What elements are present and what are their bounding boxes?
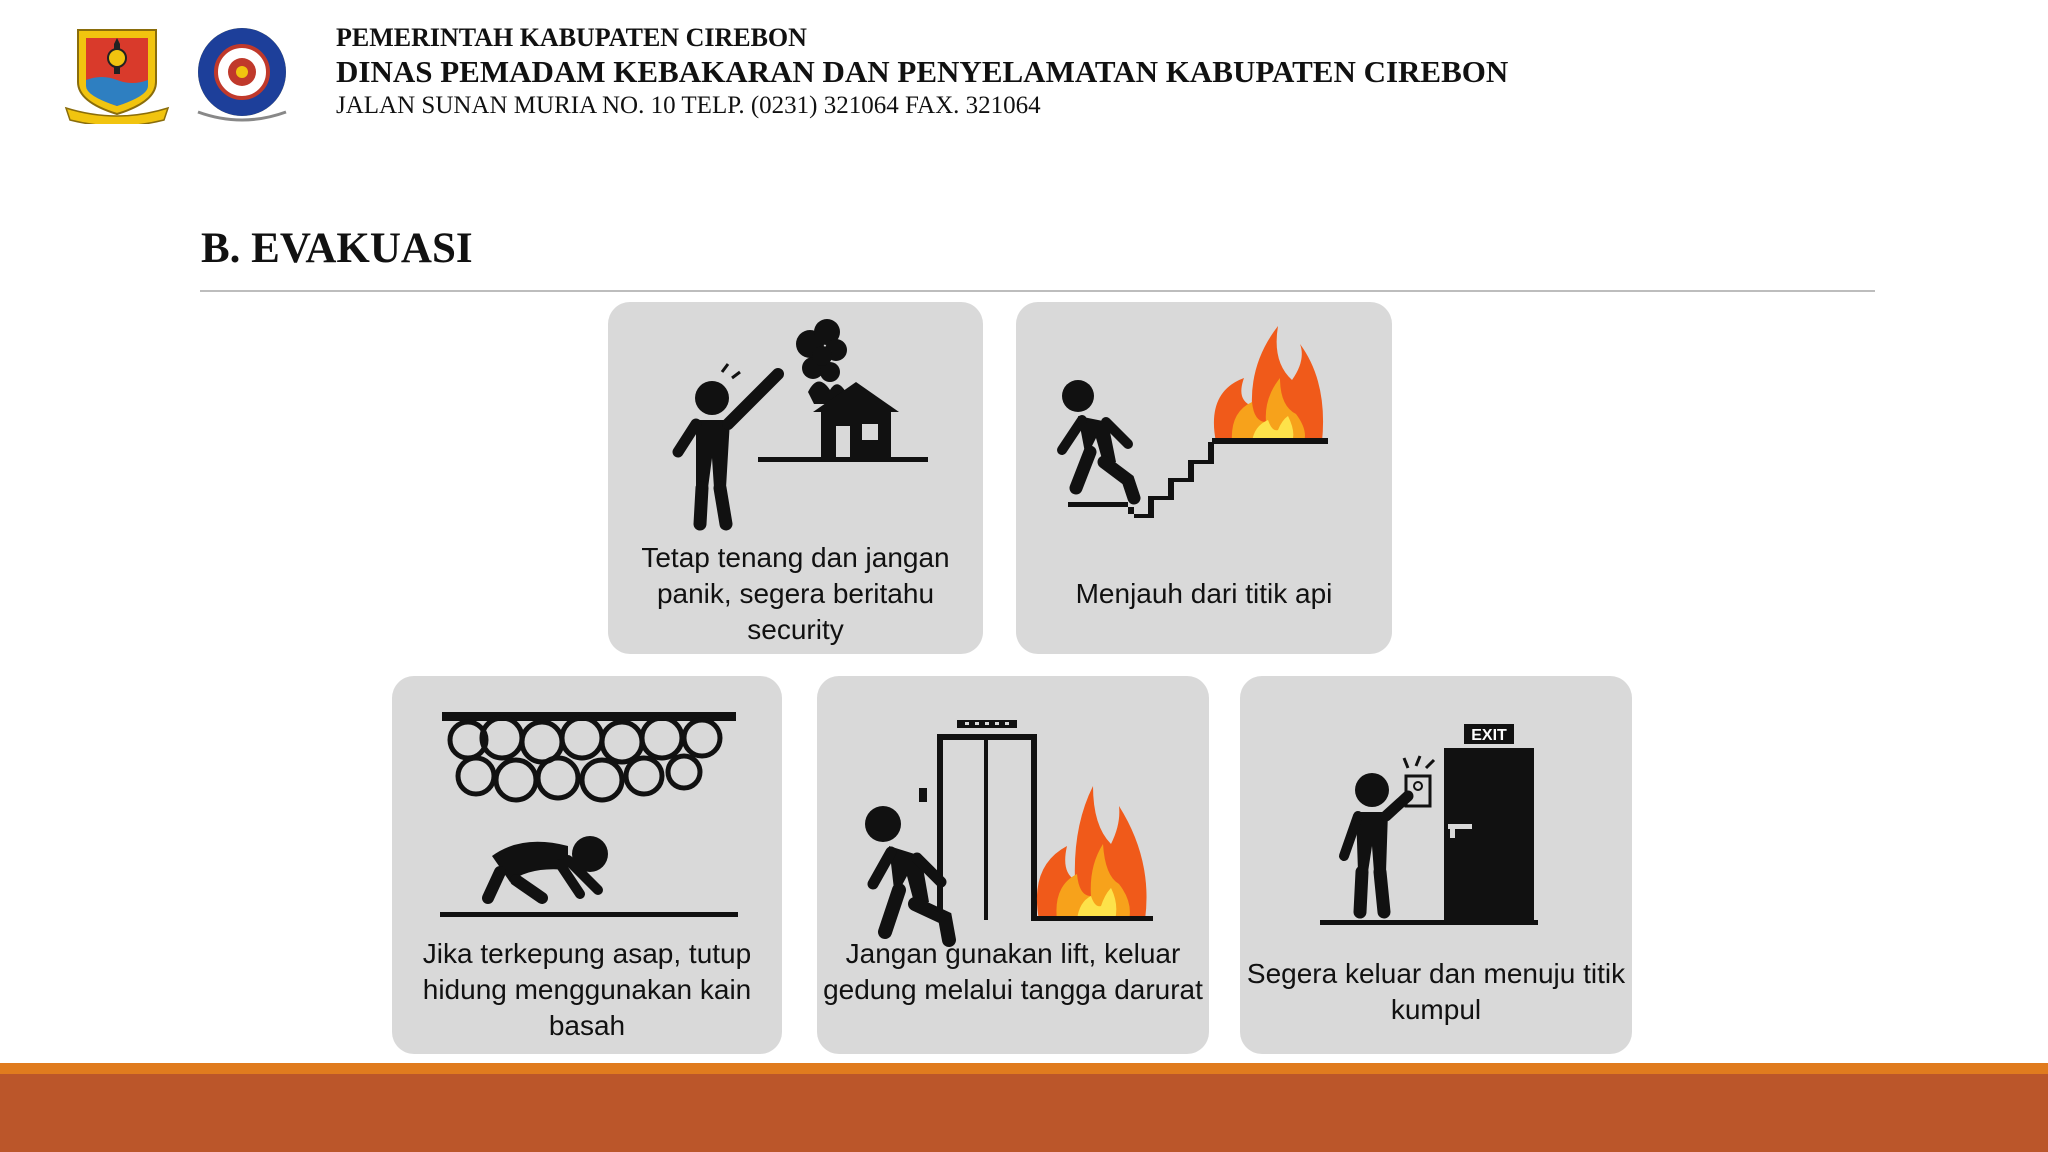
card-exit [1240,676,1632,1054]
section-title: B. EVAKUASI [201,225,473,272]
card-caption: Jika terkepung asap, tutup hidung menggunakan kain basah [422,938,752,1041]
card-stay-calm [608,302,983,654]
kabupaten-cirebon-logo [64,24,170,124]
card-smoke [392,676,782,1054]
header-agency: DINAS PEMADAM KEBAKARAN DAN PENYELAMATAN KABUPATEN CIREBON [336,54,1509,89]
damkar-logo [190,24,294,124]
letterhead [336,22,1508,122]
footer-bar [0,1074,2048,1152]
header-address: JALAN SUNAN MURIA NO. 10 TELP. (0231) 321064 FAX. 321064 [336,92,1041,119]
footer-accent-line [0,1063,2048,1074]
card-caption: Menjauh dari titik api [1075,578,1333,609]
card-caption: Jangan gunakan lift, keluar gedung melalui tangga darurat [823,938,1203,1005]
card-caption: Tetap tenang dan jangan panik, segera beritahu security [641,542,950,645]
card-no-lift [817,676,1209,1054]
card-move-away [1016,302,1392,654]
title-divider [200,290,1875,292]
card-caption: Segera keluar dan menuju titik kumpul [1246,958,1626,1025]
header-government: PEMERINTAH KABUPATEN CIREBON [336,23,807,52]
exit-sign-text: EXIT [1471,727,1507,744]
